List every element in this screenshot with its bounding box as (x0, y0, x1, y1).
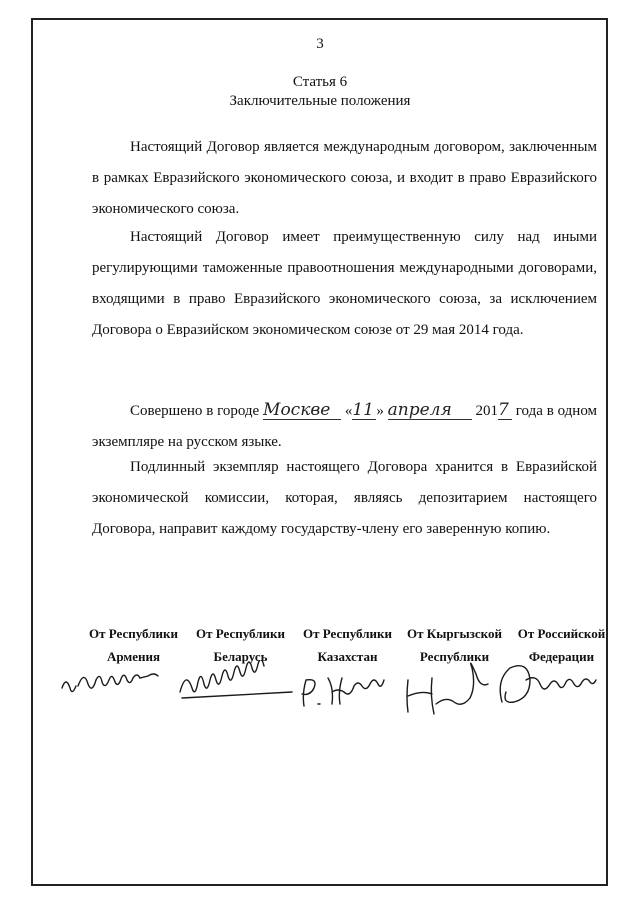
signature-russia (500, 666, 596, 703)
paragraph-3 (92, 396, 597, 458)
handwritten-day: 11 (352, 401, 376, 420)
paragraph-2: Настоящий Договор имеет преимущественную силу над иными регулирующими таможенные правоотношения международными договорами, входящими в право Евразийского экономического союза, за исключением Договора о Евразийском экономическом союзе от 29 мая 2014 года. (92, 229, 597, 338)
article-number: Статья 6 (292, 74, 348, 90)
signature-armenia (62, 674, 158, 692)
done-in-end-text: года в одном экземпляре на русском языке. (92, 403, 598, 450)
signatory-line1: От Кыргызской (407, 626, 502, 641)
handwritten-city: Москве (263, 401, 341, 420)
handwritten-year-digit: 7 (498, 401, 512, 420)
signature-kazakhstan (302, 678, 384, 706)
done-in-city-text: Совершено в городе (130, 403, 260, 419)
article-heading (0, 73, 640, 111)
quote-close: » (376, 403, 384, 419)
page-number: 3 (316, 36, 324, 52)
article-title: Заключительные положения (229, 93, 411, 109)
signatory-line1: От Республики (303, 626, 392, 641)
signature-belarus (180, 660, 292, 698)
signatures (56, 660, 616, 720)
signatory-line2: Федерации (528, 649, 595, 664)
handwritten-month: апреля (388, 401, 472, 420)
year-prefix: 201 (475, 403, 498, 419)
signatory-line2: Казахстан (317, 649, 378, 664)
paragraph-4: Подлинный экземпляр настоящего Договора хранится в Евразийской экономической комиссии, которая, являясь депозитарием настоящего Договора, направит каждому государству-члену его заверенную копию. (92, 459, 597, 537)
quote-open: « (344, 403, 353, 419)
signatory-line1: От Российской (517, 626, 606, 641)
signatory-line2: Беларусь (213, 649, 268, 664)
signatory-line1: От Республики (89, 626, 178, 641)
signatory-line2: Республики (419, 649, 490, 664)
paragraph-1: Настоящий Договор является международным договором, заключенным в рамках Евразийского экономического союза, и входит в право Евразийского экономического союза. (92, 139, 597, 217)
signature-kyrgyzstan (407, 663, 488, 714)
signatory-line1: От Республики (196, 626, 285, 641)
signatory-line2: Армения (106, 649, 161, 664)
